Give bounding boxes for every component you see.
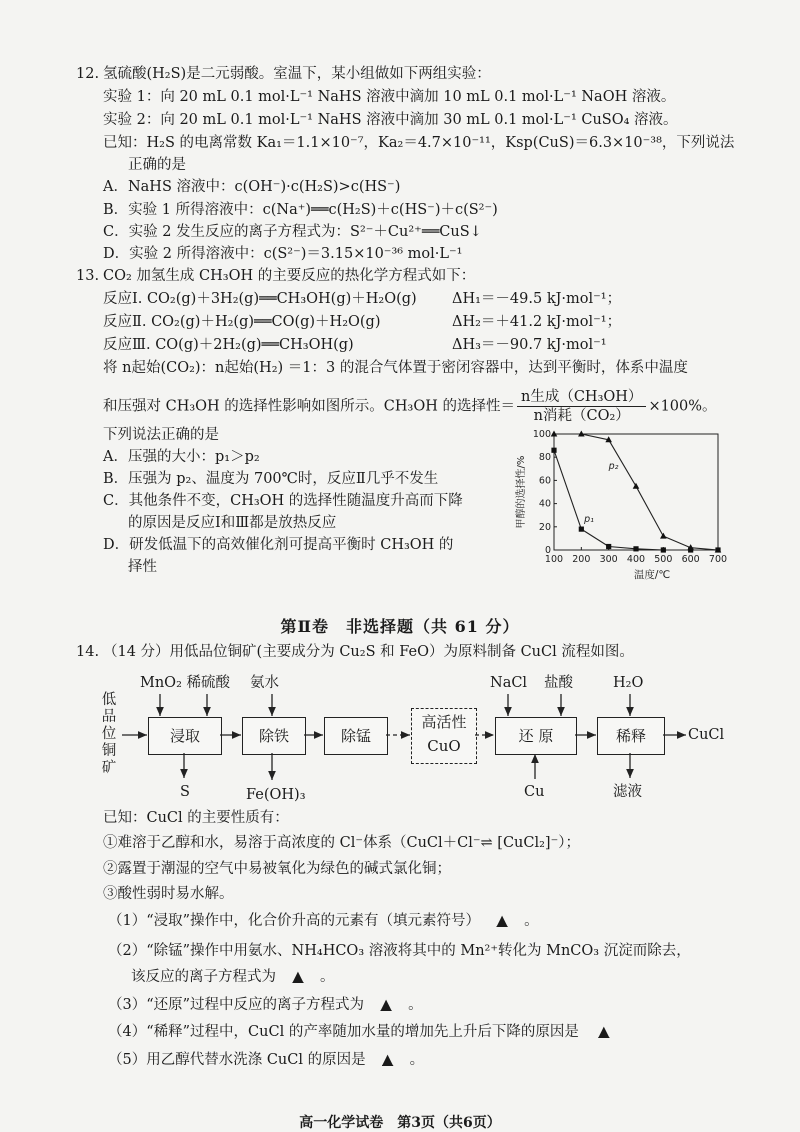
output-sulfur: S <box>180 784 190 800</box>
q14-sub-3-period: 。 <box>408 997 423 1013</box>
x-axis-label: 温度/℃ <box>633 569 671 581</box>
section-header: 第Ⅱ卷 非选择题（共 61 分） <box>280 617 520 636</box>
q14-sub-2-text: 该反应的离子方程式为 <box>131 969 276 985</box>
answer-blank[interactable]: ▲ <box>292 969 304 985</box>
q14-stem: （14 分）用低品位铜矿(主要成分为 Cu₂S 和 FeO）为原料制备 CuCl 流程如图。 <box>103 644 634 660</box>
output-iron-hydroxide: Fe(OH)₃ <box>246 787 306 803</box>
output-filtrate: 滤液 <box>613 784 642 800</box>
selectivity-suffix: ×100%。 <box>648 398 717 415</box>
q12-option-c: C．实验 2 发生反应的离子方程式为：S²⁻＋Cu²⁺══CuS↓ <box>103 224 482 240</box>
selectivity-text: 和压强对 CH₃OH 的选择性影响如图所示。CH₃OH 的选择性＝ <box>103 398 515 415</box>
flow-source-char: 矿 <box>101 760 117 776</box>
q12-known: 已知：H₂S 的电离常数 Ka₁＝1.1×10⁻⁷，Ka₂＝4.7×10⁻¹¹，Ksp(CuS)＝6.3×10⁻³⁸，下列说法 <box>103 135 735 151</box>
output-cucl: CuCl <box>688 727 725 743</box>
fraction-numerator: n生成（CH₃OH） <box>517 388 646 407</box>
x-tick-label: 100 <box>544 554 564 565</box>
q14-sub-2: （2）“除锰”操作中用氨水、NH₄HCO₃ 溶液将其中的 Mn²⁺转化为 MnCO₃ 沉淀而除去， <box>108 943 691 959</box>
q12-stem: 氢硫酸(H₂S)是二元弱酸。室温下，某小组做如下两组实验： <box>103 66 491 82</box>
x-tick-label: 700 <box>708 554 728 565</box>
q14-sub-1-period: 。 <box>524 913 539 929</box>
answer-blank[interactable]: ▲ <box>382 1052 394 1068</box>
q13-number: 13. <box>76 268 100 284</box>
answer-blank[interactable]: ▲ <box>380 997 392 1013</box>
input-water: H₂O <box>613 675 644 691</box>
q14-sub-5-text: （5）用乙醇代替水洗涤 CuCl 的原因是 <box>108 1052 366 1068</box>
y-tick-label: 80 <box>538 452 551 464</box>
q13-reaction-2-dh: ΔH₂＝＋41.2 kJ·mol⁻¹； <box>452 314 622 330</box>
x-tick-label: 600 <box>681 554 700 565</box>
q14-property-1: ①难溶于乙醇和水，易溶于高浓度的 Cl⁻体系（CuCl＋Cl⁻⇌ [CuCl₂]⁻）； <box>103 835 580 851</box>
y-tick-label: 20 <box>538 521 551 533</box>
series-label-p2: p₂ <box>608 460 619 472</box>
box-mn-removal: 除锰 <box>324 717 388 755</box>
q13-reaction-3-dh: ΔH₃＝－90.7 kJ·mol⁻¹ <box>452 337 607 353</box>
q12-known-cont: 正确的是 <box>128 157 186 173</box>
q12-number: 12. <box>76 66 100 82</box>
q13-reaction-1-dh: ΔH₁＝－49.5 kJ·mol⁻¹； <box>452 291 622 307</box>
input-mno2-acid: MnO₂ 稀硫酸 <box>140 675 230 691</box>
q14-number: 14. <box>76 644 100 660</box>
box-active-cuo-line2: CuO <box>427 737 461 755</box>
input-ammonia: 氨水 <box>250 675 279 691</box>
q13-option-c-cont: 的原因是反应Ⅰ和Ⅲ都是放热反应 <box>128 515 337 531</box>
q14-sub-1 <box>108 911 539 931</box>
q14-sub-4 <box>108 1022 629 1042</box>
q14-sub-1-text: （1）“浸取”操作中，化合价升高的元素有（填元素符号） <box>108 913 481 929</box>
q13-reaction-1: 反应Ⅰ. CO₂(g)＋3H₂(g)══CH₃OH(g)＋H₂O(g) <box>103 291 417 307</box>
y-tick-label: 100 <box>532 429 551 440</box>
q13-ask: 下列说法正确的是 <box>103 427 219 443</box>
flow-source-char: 位 <box>101 726 117 742</box>
q14-sub-2-period: 。 <box>320 969 335 985</box>
q13-option-b: B．压强为 p₂、温度为 700℃时，反应Ⅱ几乎不发生 <box>103 471 439 487</box>
box-active-cuo-line1: 高活性 <box>421 713 467 731</box>
box-reduction: 还 原 <box>495 717 577 755</box>
answer-blank[interactable]: ▲ <box>496 913 508 929</box>
flow-source-char: 品 <box>101 709 117 725</box>
input-copper: Cu <box>524 784 545 800</box>
box-dilution: 稀释 <box>597 717 665 755</box>
q14-known: 已知：CuCl 的主要性质有： <box>103 810 289 826</box>
q12-option-b: B．实验 1 所得溶液中：c(Na⁺)══c(H₂S)＋c(HS⁻)＋c(S²⁻) <box>103 202 498 218</box>
q13-reaction-2: 反应Ⅱ. CO₂(g)＋H₂(g)══CO(g)＋H₂O(g) <box>103 314 381 330</box>
q12-option-d: D．实验 2 所得溶液中：c(S²⁻)＝3.15×10⁻³⁶ mol·L⁻¹ <box>103 246 463 262</box>
input-nacl: NaCl <box>490 675 528 691</box>
box-iron-removal: 除铁 <box>242 717 306 755</box>
q14-sub-3 <box>108 995 423 1015</box>
q14-sub-2-cont <box>131 967 335 987</box>
q12-exp1: 实验 1：向 20 mL 0.1 mol·L⁻¹ NaHS 溶液中滴加 10 mL 0.1 mol·L⁻¹ NaOH 溶液。 <box>103 89 676 105</box>
x-tick-label: 500 <box>654 554 673 565</box>
q13-mixture: 将 n起始(CO₂)：n起始(H₂) ＝1：3 的混合气体置于密闭容器中，达到平衡时，体系中温度 <box>103 360 688 376</box>
y-tick-label: 0 <box>544 545 551 556</box>
x-tick-label: 300 <box>599 554 618 565</box>
q12-option-a: A．NaHS 溶液中：c(OH⁻)·c(H₂S)>c(HS⁻) <box>103 179 401 195</box>
q14-property-2: ②露置于潮湿的空气中易被氧化为绿色的碱式氯化铜； <box>103 861 451 877</box>
y-tick-label: 40 <box>538 498 551 510</box>
q13-option-d-cont: 择性 <box>128 559 157 575</box>
q14-sub-4-text: （4）“稀释”过程中，CuCl 的产率随加水量的增加先上升后下降的原因是 <box>108 1024 579 1040</box>
y-axis-label: 甲醇的选择性/% <box>516 455 527 529</box>
q13-option-a: A．压强的大小：p₁＞p₂ <box>103 449 260 465</box>
q12-exp2: 实验 2：向 20 mL 0.1 mol·L⁻¹ NaHS 溶液中滴加 30 mL 0.1 mol·L⁻¹ CuSO₄ 溶液。 <box>103 112 678 128</box>
q14-sub-3-text: （3）“还原”过程中反应的离子方程式为 <box>108 997 365 1013</box>
q13-option-c: C．其他条件不变，CH₃OH 的选择性随温度升高而下降 <box>103 493 463 509</box>
input-hcl: 盐酸 <box>544 675 573 691</box>
flow-source-char: 铜 <box>101 743 117 759</box>
x-tick-label: 400 <box>626 554 646 565</box>
q14-property-3: ③酸性弱时易水解。 <box>103 886 234 902</box>
q14-sub-5-period: 。 <box>409 1052 425 1068</box>
box-leaching: 浸取 <box>148 717 222 755</box>
fraction-denominator: n消耗（CO₂） <box>533 408 630 424</box>
q13-stem: CO₂ 加氢生成 CH₃OH 的主要反应的热化学方程式如下： <box>103 268 476 284</box>
x-tick-label: 200 <box>572 554 591 565</box>
q14-sub-5 <box>108 1050 424 1070</box>
y-tick-label: 60 <box>538 475 551 487</box>
page-footer: 高一化学试卷 第3页（共6页） <box>299 1115 501 1131</box>
answer-blank[interactable]: ▲ <box>598 1024 610 1040</box>
series-label-p1: p₁ <box>584 514 594 526</box>
flow-source-char: 低 <box>101 692 117 708</box>
q13-option-d: D．研发低温下的高效催化剂可提高平衡时 CH₃OH 的 <box>103 537 454 553</box>
q13-reaction-3: 反应Ⅲ. CO(g)＋2H₂(g)══CH₃OH(g) <box>103 337 354 353</box>
